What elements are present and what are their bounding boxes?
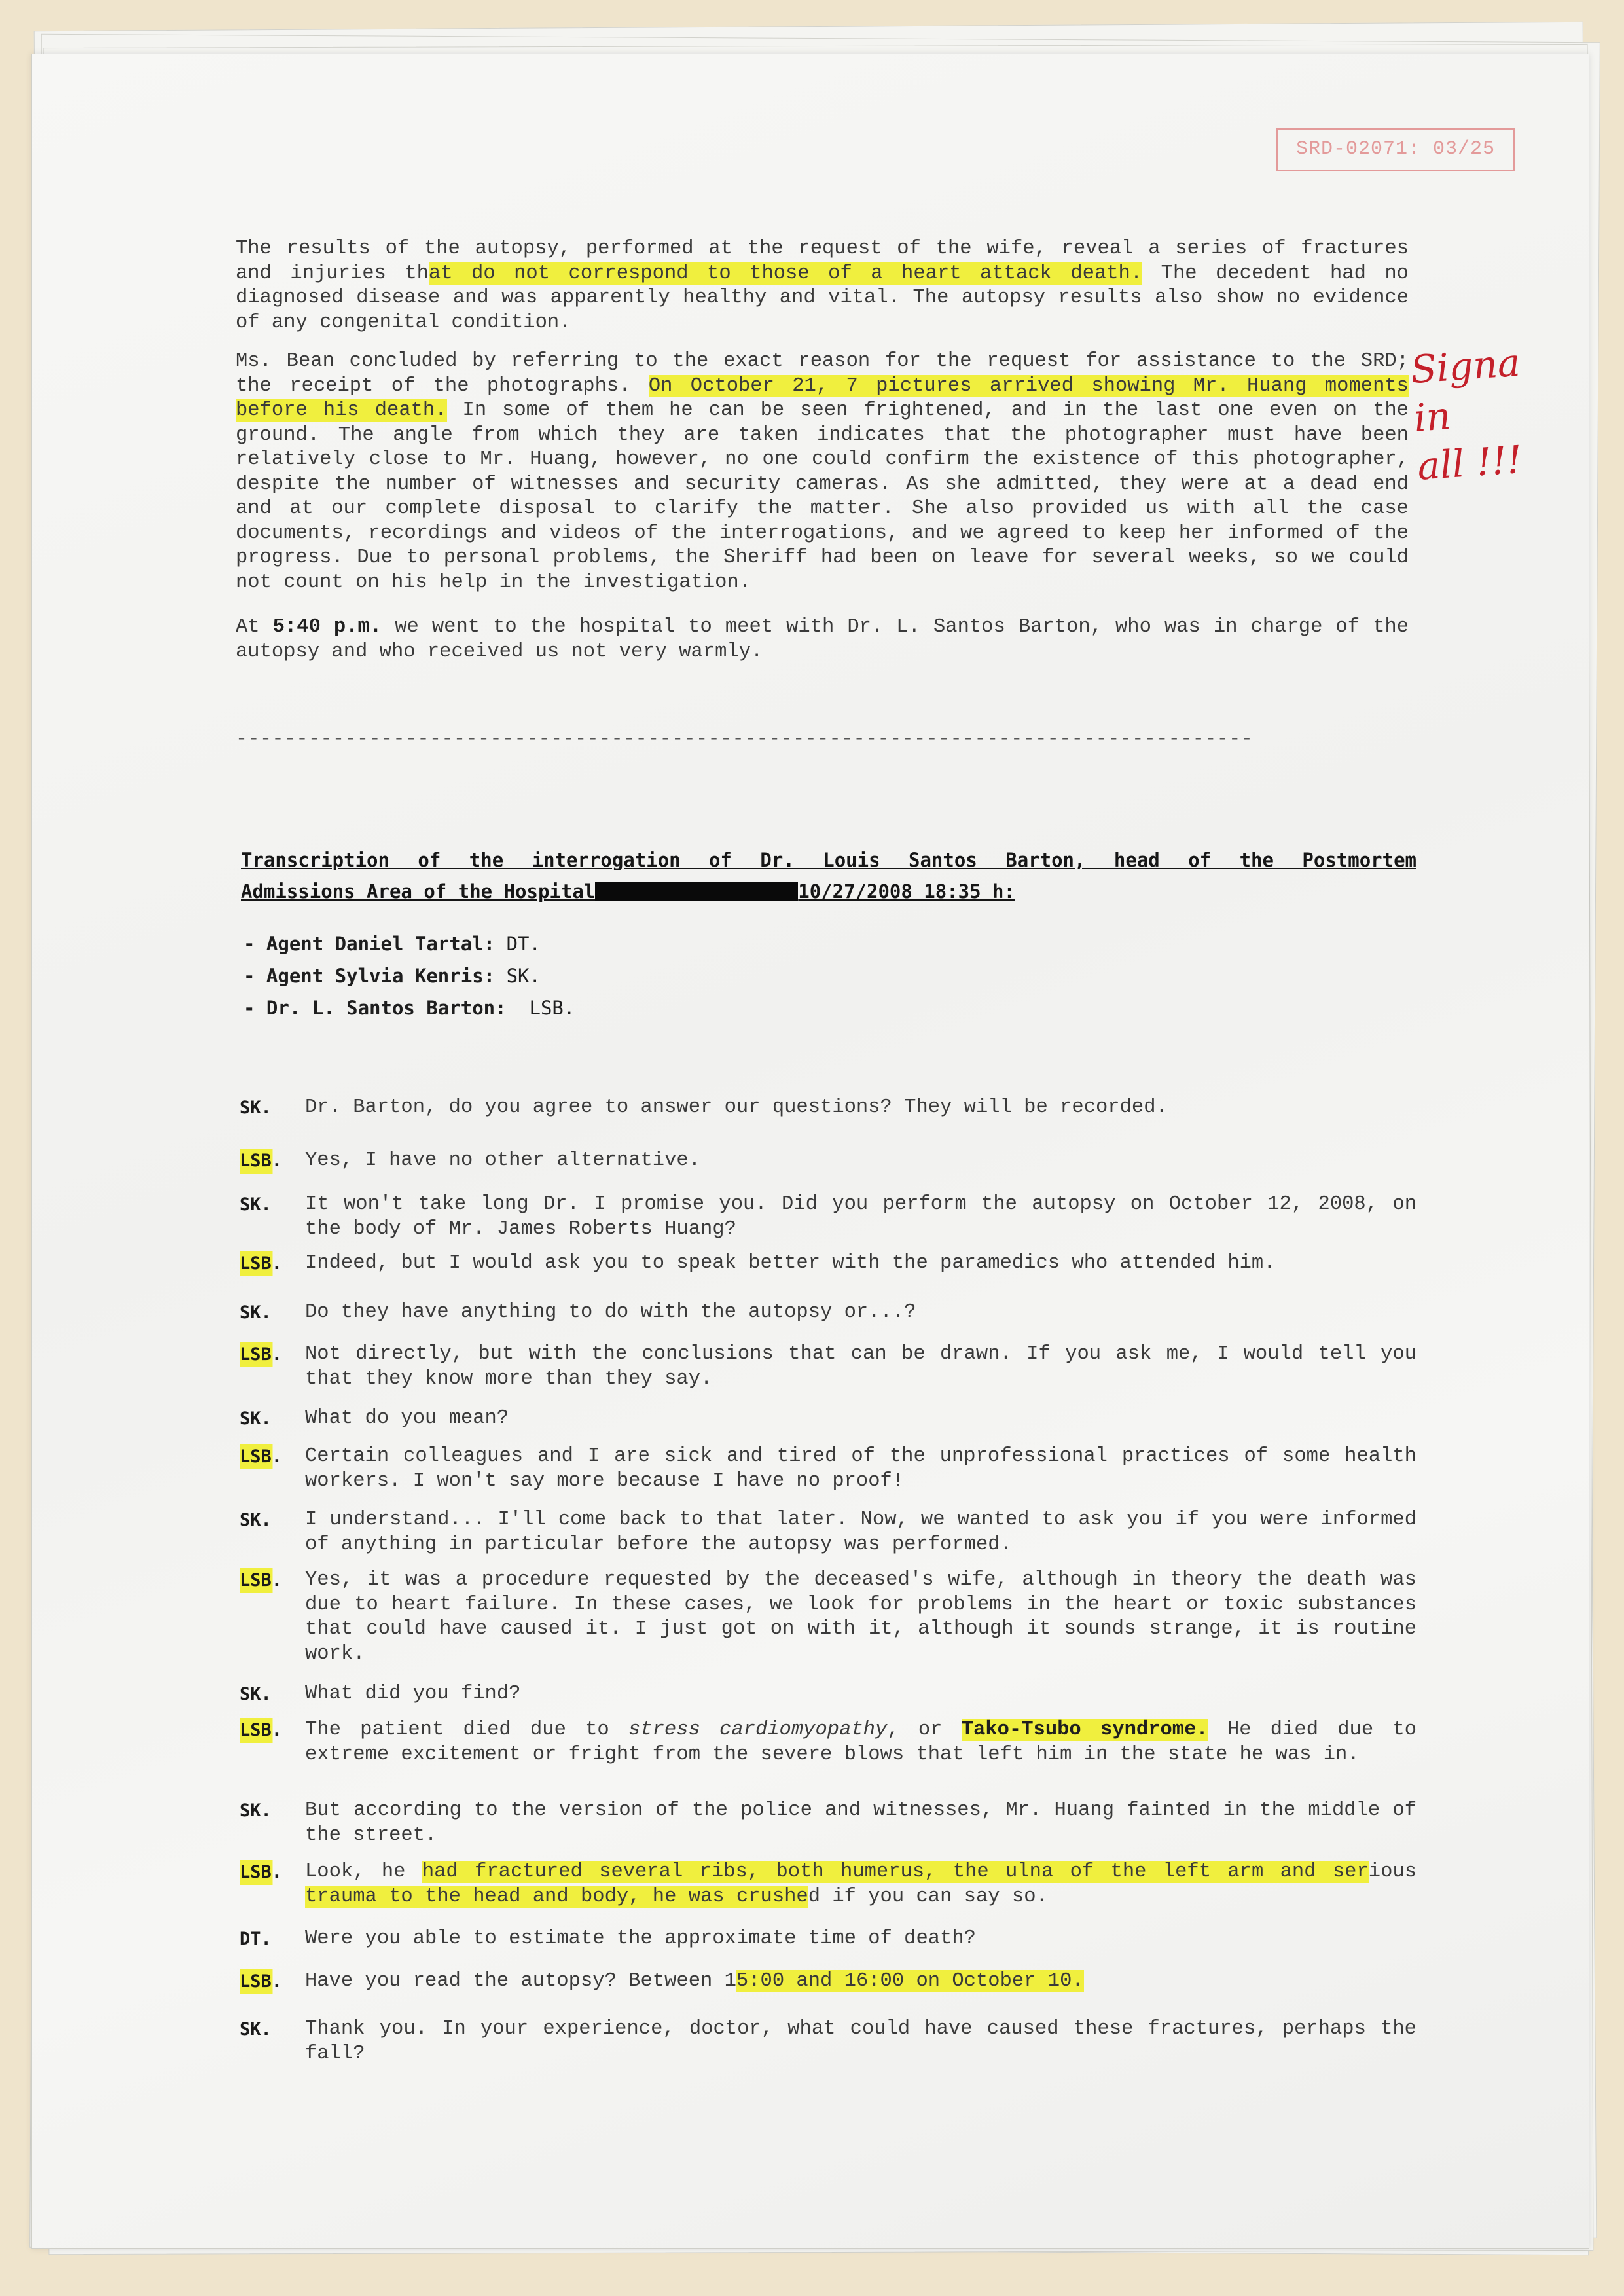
note-line: all !!! [1416,437,1524,489]
dialogue-text: Dr. Barton, do you agree to answer our questions? They will be recorded. [305,1096,1168,1119]
highlighted-text: 5:00 and 16:00 on October 10. [736,1970,1084,1992]
participant-name: - Agent Sylvia Kenris: [244,965,496,987]
dialogue-text [305,1718,1416,1767]
highlighted-diagnosis: Tako-Tsubo syndrome. [961,1719,1208,1741]
italic-term: stress cardiomyopathy [628,1719,888,1741]
text-run: ious [1368,1861,1416,1883]
text-run: Admissions Area of the Hospital [241,880,596,903]
transcript-title-line-2 [241,880,1015,903]
dialogue-text: Do they have anything to do with the autopsy or...? [305,1301,916,1323]
transcript-title [241,844,1416,907]
speaker-tag: SK. [240,1194,272,1215]
text-run: He died due to extreme excitement or fright from the severe blows that left him in the state he was in. [305,1719,1417,1766]
dialogue-text: Certain colleagues and I are sick and tired of the unprofessional practices of some health workers. I won't say more because I have no proof! [305,1445,1416,1492]
dialogue-text: Not directly, but with the conclusions that can be drawn. If you ask me, I would tell you that they know more than they say. [305,1343,1416,1390]
speaker-tag: DT. [240,1929,272,1949]
text-run: Look, he [305,1861,422,1883]
speaker-tag: LSB. [240,1342,282,1367]
transcript-title-line-1: Transcription of the interrogation of Dr. Louis Santos Barton, head of the Postmortem [241,849,1416,871]
speaker-tag: LSB. [240,1969,282,1994]
speaker-tag: LSB. [240,1149,282,1174]
speaker-tag: LSB. [240,1444,282,1469]
text-run: Ms. Bean concluded by referring to the exact reason for the request for assistance to the SRD; the receipt of the photographs. [236,350,1409,397]
note-line: in [1412,393,1453,440]
speaker-tag: SK. [240,1510,272,1530]
handwritten-margin-note [1409,335,1570,491]
highlighted-text: at do not correspond to those of a heart attack death. [428,262,1143,285]
speaker-tag: SK. [240,1408,272,1429]
dialogue-text: I understand... I'll come back to that later. Now, we wanted to ask you if you were informed of anything in particular before the autopsy was performed. [305,1509,1416,1556]
dialogue-text [305,1969,1416,1994]
section-divider: ------------------------------------------------------------------------------------ [236,728,1254,750]
dialogue-text: What did you find? [305,1683,521,1705]
report-paragraph-2 [236,350,1409,595]
participant-item [244,960,575,992]
participant-name: - Agent Daniel Tartal: [244,933,496,955]
bold-time: 5:40 p.m. [272,616,382,638]
speaker-tag: SK. [240,2019,272,2039]
text-run: we went to the hospital to meet with Dr. L. Santos Barton, who was in charge of the autopsy and who received us not very warmly. [236,616,1409,663]
report-paragraph-3 [236,615,1409,664]
dialogue-text: Thank you. In your experience, doctor, what could have caused these fractures, perhaps the fall? [305,2018,1416,2065]
text-run: d if you can say so. [808,1885,1048,1908]
participant-name: - Dr. L. Santos Barton: [244,997,507,1019]
speaker-tag: LSB. [240,1860,282,1885]
text-run: At [236,616,273,638]
note-line: Signa [1409,340,1522,393]
speaker-tag: SK. [240,1801,272,1821]
participant-item [244,928,575,960]
dialogue-text [305,1860,1416,1909]
redaction-bar [595,882,798,901]
speaker-tag: SK. [240,1684,272,1704]
speaker-tag: LSB. [240,1568,282,1593]
speaker-tag: SK. [240,1302,272,1323]
dialogue-text: Yes, it was a procedure requested by the deceased's wife, although in theory the death was due to heart failure. In these cases, we look for problems in the heart or toxic substances that could have caused it. I just got on with it, although it sounds strange, it is routine work. [305,1569,1416,1665]
text-run: Have you read the autopsy? Between 1 [305,1970,736,1992]
participant-code: LSB. [506,997,575,1019]
highlighted-text: had fractured several ribs, both humerus, the ulna of the left arm and ser [422,1861,1369,1883]
dialogue-text: It won't take long Dr. I promise you. Did you perform the autopsy on October 12, 2008, on the body of Mr. James Roberts Huang? [305,1193,1416,1240]
dialogue-text: But according to the version of the police and witnesses, Mr. Huang fainted in the middle of the street. [305,1799,1416,1846]
speaker-tag: LSB. [240,1251,282,1276]
speaker-tag: SK. [240,1098,272,1118]
highlighted-text: trauma to the head and body, he was crushe [305,1885,808,1908]
dialogue-text: What do you mean? [305,1407,509,1429]
text-run: The results of the autopsy, performed at the request of the wife, reveal a series of fractures and injuries th [236,238,1409,285]
dialogue-text: Were you able to estimate the approximate time of death? [305,1928,976,1950]
speaker-tag: LSB. [240,1718,282,1743]
text-run: The decedent had no diagnosed disease and was apparently healthy and vital. The autopsy results also show no evidence of any congenital condition. [236,262,1409,334]
dialogue-text: Indeed, but I would ask you to speak better with the paramedics who attended him. [305,1252,1276,1274]
participants-list [244,928,575,1024]
document-reference-stamp: SRD-02071: 03/25 [1276,128,1515,171]
dialogue-text: Yes, I have no other alternative. [305,1149,700,1172]
text-run: The patient died due to [305,1719,628,1741]
participant-item [244,992,575,1024]
transcript-datetime: 10/27/2008 18:35 h: [798,880,1015,903]
text-run: , or [887,1719,962,1741]
highlighted-text: On October 21, 7 pictures arrived showing Mr. Huang moments before his death. [236,374,1409,422]
participant-code: DT. [495,933,541,955]
participant-code: SK. [495,965,541,987]
text-run: In some of them he can be seen frightened, and in the last one even on the ground. The angle from which they are taken indicates that the photographer must have been relatively close to Mr. Huang, however, no one could confirm the existence of this photographer, despite the number of witnesses and security cameras. As she admitted, they were at a dead end and at our complete disposal to clarify the matter. She also provided us with all the case documents, recordings and videos of the interrogations, and we agreed to keep her informed of the progress. Due to personal problems, the Sheriff had been on leave for several weeks, so we could not count on his help in the investigation. [236,399,1409,594]
report-paragraph-1 [236,237,1409,335]
